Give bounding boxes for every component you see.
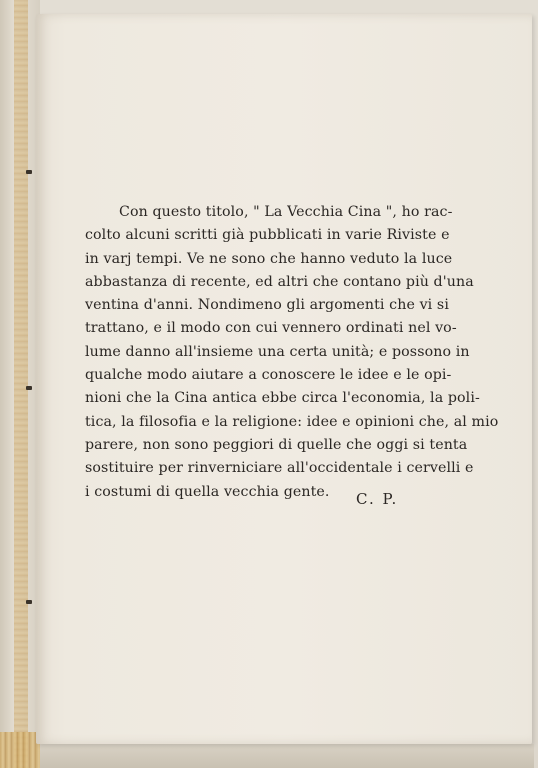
text-line: lume danno all'insieme una certa unità; e possono in xyxy=(85,343,470,360)
page-stack-edge xyxy=(40,744,534,768)
text-line: trattano, e il modo con cui vennero ordinati nel vo- xyxy=(85,320,457,337)
text-line: colto alcuni scritti già pubblicati in varie Riviste e xyxy=(85,227,450,244)
text-line: in varj tempi. Ve ne sono che hanno veduto la luce xyxy=(85,250,453,267)
text-line: abbastanza di recente, ed altri che contano più d'una xyxy=(85,273,474,290)
text-line: parere, non sono peggiori di quelle che oggi si tenta xyxy=(85,436,468,453)
binding-thread-mark xyxy=(26,170,32,174)
text-line: nioni che la Cina antica ebbe circa l'economia, la poli- xyxy=(85,390,480,407)
spine-bottom-edge xyxy=(0,732,40,768)
text-line: qualche modo aiutare a conoscere le idee e le opi- xyxy=(85,367,452,384)
preface-paragraph xyxy=(85,201,499,504)
binding-thread-mark xyxy=(26,600,32,604)
text-line: sostituire per rinverniciare all'occidentale i cervelli e xyxy=(85,460,474,477)
text-line: i costumi di quella vecchia gente. xyxy=(85,483,330,500)
text-line: ventina d'anni. Nondimeno gli argomenti che vi si xyxy=(85,297,449,314)
text-line: Con questo titolo, " La Vecchia Cina ", ho rac- xyxy=(119,204,453,220)
text-line: tica, la filosofia e la religione: idee e opinioni che, al mio xyxy=(85,413,499,430)
author-initials: C. P. xyxy=(356,490,399,508)
binding-thread-mark xyxy=(26,386,32,390)
spine-stitching xyxy=(14,0,28,768)
